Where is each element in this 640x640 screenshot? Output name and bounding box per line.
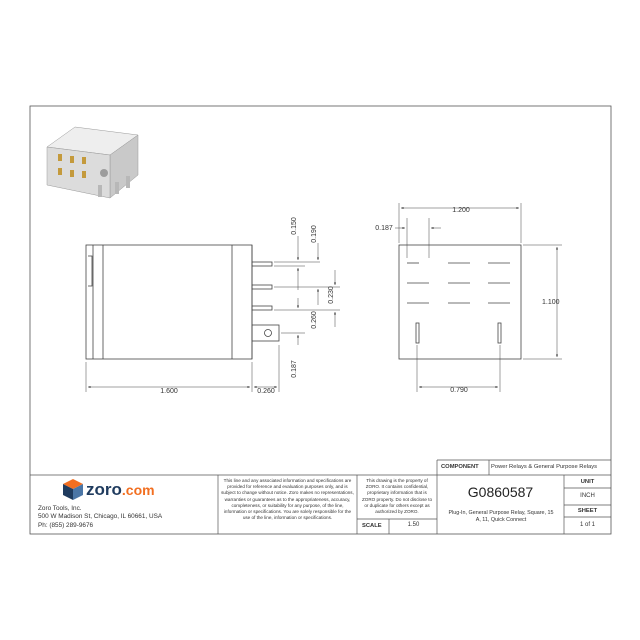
company-address-block — [38, 505, 216, 530]
property-notice-text: This drawing is the property of ZORO. It contains confidential, proprietary information that is ZORO property. Do not disclose to or duplicate for others except as authorized by ZORO. — [361, 478, 433, 515]
dimension-0187-side: 0.187 — [291, 360, 298, 378]
company-phone: Ph: (855) 289-9676 — [38, 521, 94, 529]
disclaimer-text: This line and any associated information and specifications are provided for reference and evaluation purposes only, and is subject to change without notice. Zoro makes no representations, warranties or guarantees as to the appropriateness, accuracy, completeness, or suitability for any purpose, of the line, information or specifications. You are solely responsible for the use of the line, information or specifications. — [221, 478, 354, 521]
part-description: Plug-In, General Purpose Relay, Square, 15 A, 11, Quick Connect — [448, 510, 554, 523]
zoro-logo-cube-icon — [63, 479, 83, 500]
zoro-logo — [86, 480, 155, 500]
company-name: Zoro Tools, Inc. — [38, 505, 82, 512]
dimension-0150: 0.150 — [291, 217, 298, 235]
side-view — [86, 245, 279, 359]
dimension-0187-front: 0.187 — [375, 225, 393, 232]
relay-product-image — [47, 127, 138, 198]
component-label: COMPONENT — [441, 464, 479, 470]
dimension-1100: 1.100 — [542, 299, 560, 306]
dimension-0260: 0.260 — [311, 311, 318, 329]
dimension-0790: 0.790 — [450, 387, 468, 394]
company-address: 500 W Madison St, Chicago, IL 60661, USA — [38, 513, 163, 521]
logo-text: zoro — [86, 480, 122, 499]
component-value: Power Relays & General Purpose Relays — [491, 464, 598, 470]
dimension-1200: 1.200 — [452, 207, 470, 214]
front-view-dimension-lines — [395, 203, 562, 392]
unit-value: INCH — [580, 493, 595, 499]
side-view-dimension-lines — [86, 236, 340, 392]
dimension-0260-gap: 0.260 — [257, 388, 275, 395]
scale-label: SCALE — [362, 523, 382, 529]
dimension-0190: 0.190 — [311, 225, 318, 243]
dimension-1600: 1.600 — [160, 388, 178, 395]
sheet-label: SHEET — [577, 508, 598, 514]
scale-value: 1.50 — [407, 522, 420, 528]
unit-label: UNIT — [580, 479, 595, 485]
front-view — [399, 245, 521, 359]
sheet-value: 1 of 1 — [579, 522, 595, 528]
part-number: G0860587 — [467, 484, 534, 500]
dimension-0230: 0.230 — [328, 286, 335, 304]
logo-suffix: .com — [121, 482, 155, 498]
